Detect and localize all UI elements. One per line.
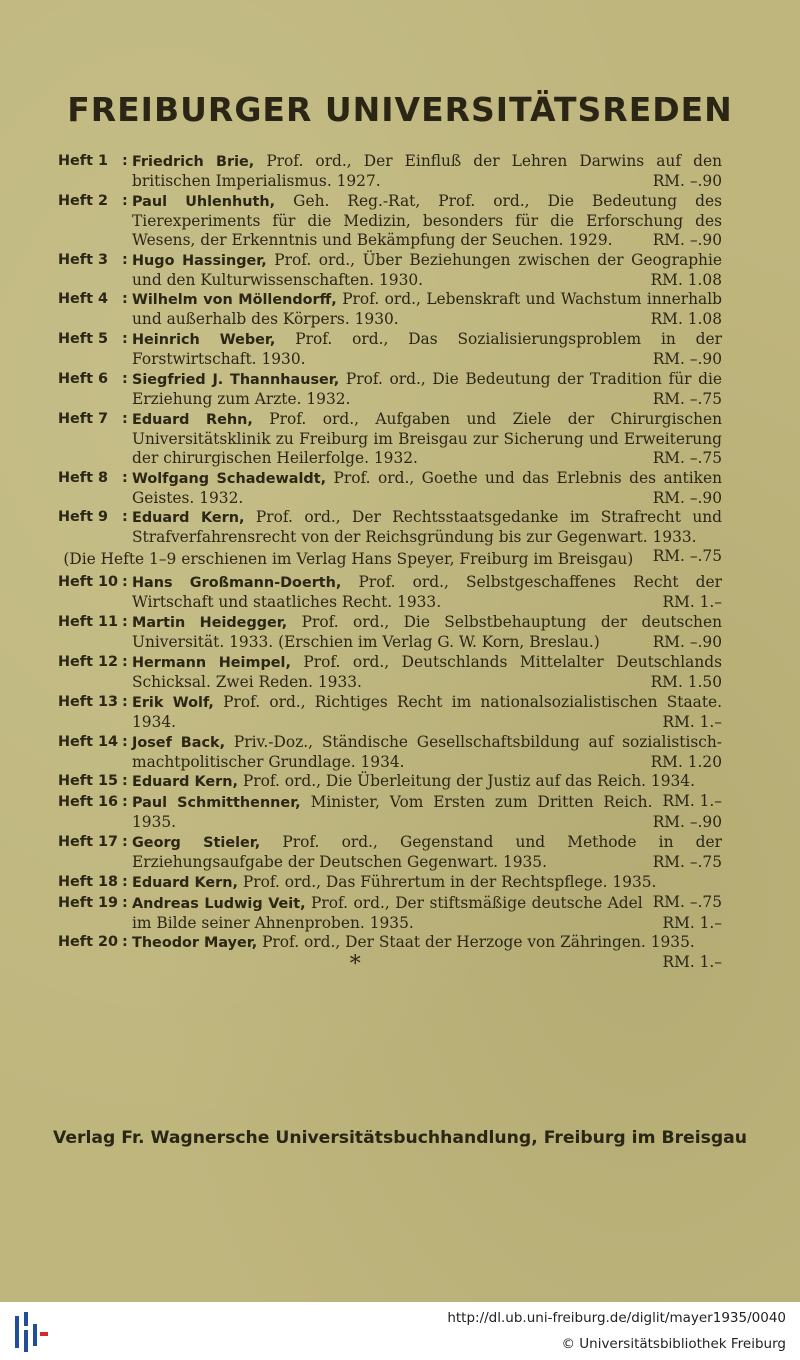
heft-number: Heft 12 : — [58, 653, 128, 670]
author-name: Wilhelm von Möllendorff, — [132, 292, 337, 309]
heft-number: Heft 1 : — [58, 153, 128, 169]
entry-text: Geh. Reg.-Rat, Prof. ord., Die Bedeutung des Tierexperiments für die Medizin, besonders für die Erforschung des Wesens, der Erkenntnis und Bekämpfung der Seuchen. 1929. — [132, 191, 722, 249]
heft-number: Heft 13 : — [58, 693, 128, 710]
list-item — [58, 833, 722, 872]
price: RM. 1.50 — [650, 672, 722, 691]
entry-text: Prof. ord., Der Einfluß der Lehren Darwins auf den britischen Imperialismus. 1927. — [132, 152, 722, 190]
heft-number: Heft 8 : — [58, 469, 128, 486]
heft-number: Heft 16 : — [58, 794, 128, 811]
list-item — [58, 469, 722, 508]
author-name: Andreas Ludwig Veit, — [132, 895, 306, 912]
price: RM. –.90 — [652, 172, 722, 190]
price: RM. 1.– — [662, 913, 722, 932]
heft-number: Heft 14 : — [58, 733, 128, 750]
heft-number: Heft 15 : — [58, 773, 128, 790]
list-item — [58, 793, 722, 832]
price: RM. –.90 — [652, 633, 722, 652]
list-item — [58, 613, 722, 652]
list-item — [58, 370, 722, 409]
entry-text: Prof. ord., Über Beziehungen zwischen der Geographie und den Kulturwissenschaften. 1930. — [132, 250, 722, 289]
author-name: Heinrich Weber, — [132, 332, 276, 349]
heft-number: Heft 5 : — [58, 331, 128, 348]
asterisk-separator: * — [349, 952, 361, 978]
permalink[interactable]: http://dl.ub.uni-freiburg.de/diglit/mayer1935/0040 — [447, 1310, 786, 1326]
price: RM. –.75 — [652, 448, 722, 467]
price: RM. –.90 — [652, 488, 722, 507]
entry-text: Prof. ord., Die Selbstbehauptung der deutschen Universität. 1933. (Erschien im Verlag G. W. Korn, Breslau.) — [132, 613, 722, 652]
author-name: Eduard Kern, — [132, 510, 245, 527]
price: RM. –.90 — [652, 350, 722, 369]
heft-number: Heft 18 : — [58, 873, 128, 890]
ub-freiburg-logo-icon — [10, 1310, 50, 1354]
heft-list — [58, 152, 722, 976]
list-item — [58, 894, 722, 933]
entry-text: Prof. ord., Gegenstand und Methode in der Erziehungsaufgabe der Deutschen Gegenwart. 1935. — [132, 832, 722, 871]
entry-text: Prof. ord., Lebenskraft und Wachstum innerhalb und außerhalb des Körpers. 1930. — [132, 290, 722, 329]
price: RM. –.90 — [652, 230, 722, 249]
author-name: Paul Uhlenhuth, — [132, 193, 276, 210]
entry-text: Prof. ord., Deutschlands Mittelalter Deutschlands Schicksal. Zwei Reden. 1933. — [132, 652, 722, 691]
price: RM. 1.– — [662, 712, 722, 731]
list-item — [58, 251, 722, 290]
heft-number: Heft 9 : — [58, 509, 128, 526]
copyright-text: © Universitätsbibliothek Freiburg — [561, 1336, 786, 1352]
list-item — [58, 410, 722, 468]
list-item — [58, 152, 722, 191]
author-name: Wolfgang Schadewaldt, — [132, 470, 327, 487]
price: RM. –.75 — [652, 547, 722, 566]
list-item — [58, 933, 722, 972]
heft-number: Heft 7 : — [58, 410, 128, 427]
entry-text: Prof. ord., Der Staat der Herzoge von Zähringen. 1935. — [257, 933, 695, 952]
entry-text: Prof. ord., Aufgaben und Ziele der Chirurgischen Universitätsklinik zu Freiburg im Breisgau zur Sicherung und Erweiterung der chirurgischen Heilerfolge. 1932. — [132, 409, 723, 467]
heft-number: Heft 2 : — [58, 192, 128, 209]
entry-text: Minister, Vom Ersten zum Dritten Reich. 1935. — [132, 793, 653, 832]
price: RM. –.75 — [652, 892, 722, 911]
entry-text: Prof. ord., Der Rechtsstaatsgedanke im Strafrecht und Strafverfahrensrecht von der Reichsgründung bis zur Gegenwart. 1933. — [132, 508, 723, 547]
author-name: Eduard Kern, — [132, 874, 238, 891]
author-name: Paul Schmitthenner, — [132, 795, 301, 812]
entry-text: Prof. ord., Das Sozialisierungsproblem in der Forstwirtschaft. 1930. — [132, 330, 722, 369]
publisher-line: Verlag Fr. Wagnersche Universitätsbuchhandlung, Freiburg im Breisgau — [53, 1128, 747, 1148]
heft-number: Heft 17 : — [58, 833, 128, 850]
author-name: Josef Back, — [132, 734, 226, 751]
heft-number: Heft 6 : — [58, 370, 128, 387]
list-item — [58, 653, 722, 692]
price: RM. 1.08 — [650, 270, 722, 289]
author-name: Eduard Rehn, — [132, 411, 253, 428]
author-name: Eduard Kern, — [132, 774, 238, 791]
entry-text: Prof. ord., Die Überleitung der Justiz auf das Reich. 1934. — [237, 772, 695, 791]
author-name: Hermann Heimpel, — [132, 654, 291, 671]
price: RM. 1.08 — [650, 310, 722, 329]
author-name: Siegfried J. Thannhauser, — [132, 371, 340, 388]
price: RM. –.75 — [652, 852, 722, 871]
entry-text: Prof. ord., Richtiges Recht im nationalsozialistischen Staate. 1934. — [132, 692, 723, 731]
list-item — [58, 573, 722, 612]
author-name: Erik Wolf, — [132, 694, 214, 711]
heft-number: Heft 10 : — [58, 574, 128, 591]
list-item — [58, 733, 722, 772]
heft-number: Heft 20 : — [58, 934, 128, 951]
heft-number: Heft 3 : — [58, 251, 128, 268]
page-title: FREIBURGER UNIVERSITÄTSREDEN — [67, 90, 733, 129]
publisher-note: (Die Hefte 1–9 erschienen im Verlag Hans Speyer, Freiburg im Breisgau) — [63, 550, 634, 569]
author-name: Friedrich Brie, — [132, 154, 255, 170]
price: RM. 1.20 — [650, 752, 722, 771]
entry-text: Prof. ord., Der stiftsmäßige deutsche Adel im Bilde seiner Ahnenproben. 1935. — [132, 893, 643, 932]
author-name: Theodor Mayer, — [132, 935, 258, 952]
author-name: Hugo Hassinger, — [132, 252, 267, 269]
price: RM. –.75 — [652, 389, 722, 408]
author-name: Martin Heidegger, — [132, 615, 288, 632]
list-item — [58, 693, 722, 732]
heft-number: Heft 4 : — [58, 291, 128, 308]
heft-number: Heft 11 : — [58, 614, 128, 631]
list-item — [58, 290, 722, 329]
price: RM. –.90 — [652, 813, 722, 832]
author-name: Hans Großmann-Doerth, — [132, 575, 342, 592]
list-item — [58, 192, 722, 250]
entry-text: Prof. ord., Das Führertum in der Rechtspflege. 1935. — [237, 872, 657, 891]
entry-text: Prof. ord., Die Bedeutung der Tradition für die Erziehung zum Arzte. 1932. — [132, 369, 722, 408]
heft-number: Heft 19 : — [58, 894, 128, 911]
price: RM. 1.– — [662, 593, 722, 612]
list-item — [58, 330, 722, 369]
author-name: Georg Stieler, — [132, 834, 261, 851]
price: RM. 1.– — [662, 953, 722, 972]
entry-text: Priv.-Doz., Ständische Gesellschaftsbildung auf sozialistisch-machtpolitischer Grundlage. 1934. — [132, 732, 722, 771]
entry-text: Prof. ord., Selbstgeschaffenes Recht der Wirtschaft und staatliches Recht. 1933. — [132, 573, 722, 612]
viewer-footer — [0, 1302, 800, 1360]
entry-text: Prof. ord., Goethe und das Erlebnis des antiken Geistes. 1932. — [132, 468, 722, 507]
price: RM. 1.– — [662, 792, 722, 811]
